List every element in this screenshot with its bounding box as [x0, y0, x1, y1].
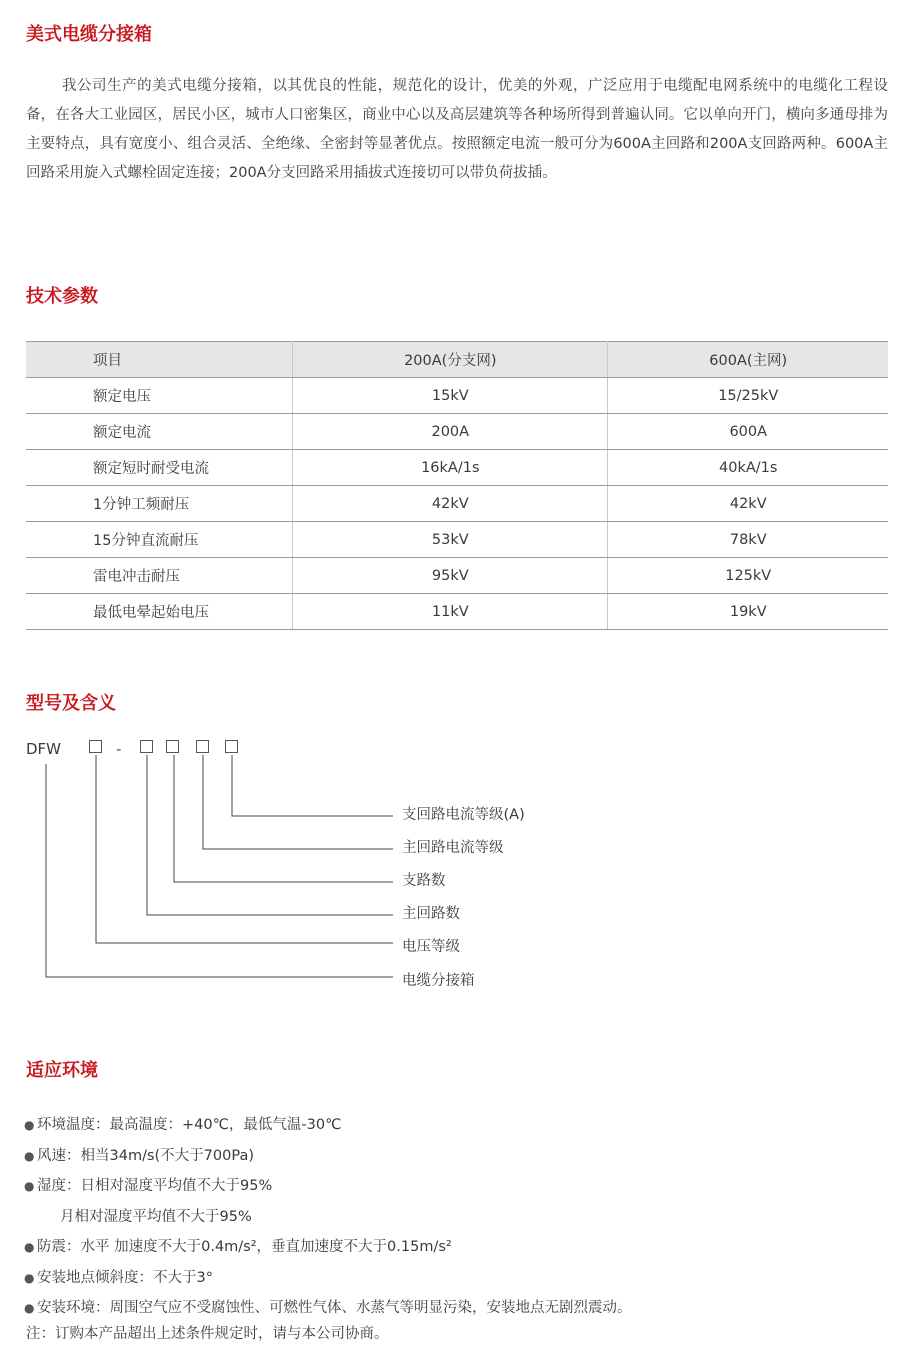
legend-voltage-level: 电压等级 — [402, 939, 460, 955]
row-label: 额定电压 — [26, 378, 293, 414]
tech-params-table — [26, 341, 888, 630]
header-200a: 200A(分支网) — [293, 342, 608, 378]
row-value-600a: 15/25kV — [608, 378, 888, 414]
model-legend-connectors — [0, 750, 400, 980]
legend-main-current: 主回路电流等级 — [402, 840, 504, 856]
legend-branch-current: 支回路电流等级(A) — [402, 807, 525, 823]
header-600a: 600A(主网) — [608, 342, 888, 378]
row-value-200a: 16kA/1s — [293, 450, 608, 486]
row-label: 最低电晕起始电压 — [26, 594, 293, 630]
legend-branch-count: 支路数 — [402, 873, 446, 889]
table-row — [26, 594, 888, 630]
row-value-600a: 42kV — [608, 486, 888, 522]
list-item — [24, 1110, 632, 1141]
env-installation: 安装环境：周围空气应不受腐蚀性、可燃性气体、水蒸气等明显污染，安装地点无剧烈震动。 — [37, 1300, 632, 1316]
bullet-icon: ● — [24, 1148, 35, 1163]
section-title-tech-params: 技术参数 — [26, 286, 98, 307]
row-value-200a: 11kV — [293, 594, 608, 630]
row-label: 额定短时耐受电流 — [26, 450, 293, 486]
row-label: 额定电流 — [26, 414, 293, 450]
row-value-200a: 53kV — [293, 522, 608, 558]
list-item — [24, 1171, 632, 1202]
order-note: 注：订购本产品超出上述条件规定时，请与本公司协商。 — [26, 1326, 389, 1342]
row-label: 15分钟直流耐压 — [26, 522, 293, 558]
section-title-model: 型号及含义 — [26, 693, 116, 714]
list-item — [24, 1293, 632, 1324]
table-header-row — [26, 342, 888, 378]
bullet-icon: ● — [24, 1118, 35, 1132]
env-seismic: 防震：水平 加速度不大于0.4m/s²，垂直加速度不大于0.15m/s² — [37, 1239, 452, 1255]
list-item — [24, 1141, 632, 1172]
row-value-200a: 200A — [293, 414, 608, 450]
row-value-600a: 125kV — [608, 558, 888, 594]
bullet-icon: ● — [24, 1301, 35, 1315]
env-humidity-monthly: 月相对湿度平均值不大于95% — [60, 1208, 252, 1225]
table-row — [26, 378, 888, 414]
table-row — [26, 558, 888, 594]
table-row — [26, 486, 888, 522]
connector-cable-box — [46, 764, 393, 977]
row-value-200a: 15kV — [293, 378, 608, 414]
connector-main-count — [147, 755, 393, 915]
model-dash: - — [116, 740, 122, 758]
connector-branch-current — [232, 755, 393, 816]
connector-branch-count — [174, 755, 393, 882]
row-label: 1分钟工频耐压 — [26, 486, 293, 522]
header-item: 项目 — [26, 342, 293, 378]
row-value-200a: 95kV — [293, 558, 608, 594]
bullet-icon: ● — [24, 1179, 35, 1193]
row-label: 雷电冲击耐压 — [26, 558, 293, 594]
list-item — [24, 1232, 632, 1263]
table-row — [26, 450, 888, 486]
env-tilt: 安装地点倾斜度：不大于3° — [37, 1269, 213, 1286]
table-row — [26, 522, 888, 558]
table-row — [26, 414, 888, 450]
environment-list — [24, 1110, 632, 1324]
list-item — [24, 1263, 632, 1294]
section-title-environment: 适应环境 — [26, 1060, 98, 1081]
row-value-600a: 78kV — [608, 522, 888, 558]
env-temperature: 环境温度：最高温度：+40℃，最低气温-30℃ — [37, 1117, 342, 1133]
intro-paragraph: 我公司生产的美式电缆分接箱，以其优良的性能，规范化的设计，优美的外观，广泛应用于电缆配电网系统中的电缆化工程设备，在各大工业园区，居民小区，城市人口密集区，商业中心以及高层建筑等各种场所得到普遍认同。它以单向开门，横向多通母排为主要特点，具有宽度小、组合灵活、全绝缘、全密封等显著优点。按照额定电流一般可分为600A主回路和200A支回路两种。600A主回路采用旋入式螺栓固定连接；200A分支回路采用插拔式连接切可以带负荷拔插。 — [26, 78, 888, 181]
row-value-600a: 600A — [608, 414, 888, 450]
legend-main-count: 主回路数 — [402, 906, 460, 922]
model-code: DFW — [26, 740, 62, 758]
env-humidity-daily: 湿度：日相对湿度平均值不大于95% — [37, 1178, 273, 1194]
legend-cable-box: 电缆分接箱 — [402, 973, 475, 989]
list-item — [24, 1202, 632, 1233]
row-value-200a: 42kV — [293, 486, 608, 522]
bullet-icon: ● — [24, 1240, 35, 1254]
row-value-600a: 19kV — [608, 594, 888, 630]
section-title-product: 美式电缆分接箱 — [26, 24, 152, 45]
bullet-icon: ● — [24, 1270, 35, 1285]
env-wind-speed: 风速：相当34m/s(不大于700Pa) — [37, 1147, 254, 1164]
row-value-600a: 40kA/1s — [608, 450, 888, 486]
